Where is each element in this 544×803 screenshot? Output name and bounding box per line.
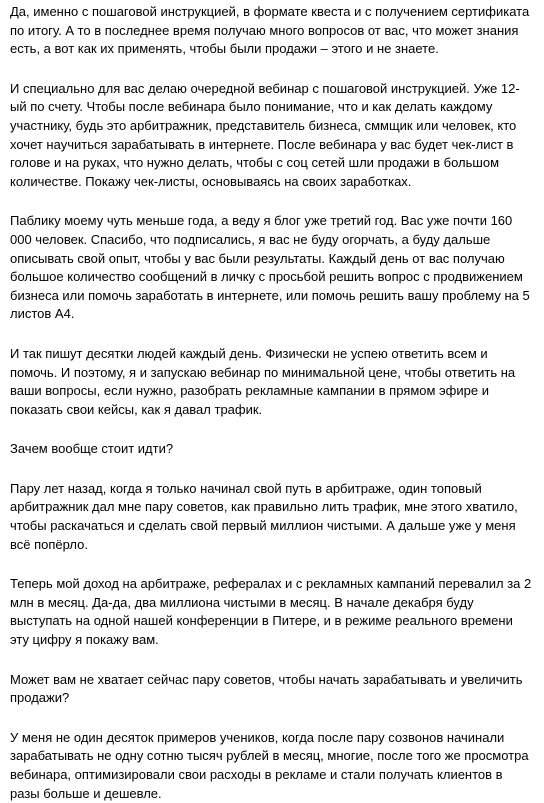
paragraph-blog: Паблику моему чуть меньше года, а веду я блог уже третий год. Вас уже почти 160 000 человек. Спасибо, что подписались, я вас не буду огорчать, а буду дальше описывать свой опыт, чтобы у вас были результаты. Каждый день от вас получаю большое количество сообщений в личку с просьбой решить вопрос с продвижением бизнеса или помочь заработать в интернете, или помочь решить вашу проблему на 5 листов А4. <box>10 213 530 322</box>
paragraph-students: У меня не один десяток примеров учеников, когда после пару созвонов начинали зарабатывать не одну сотню тысяч рублей в месяц, многие, после того же просмотра вебинара, оптимизировали свои расходы в рекламе и стали получать клиентов в разы больше и дешевле. <box>10 729 529 801</box>
paragraph-history: Пару лет назад, когда я только начинал свой путь в арбитраже, один топовый арбитражник дал мне пару советов, как правильно лить трафик, мне этого хватило, чтобы раскачаться и сделать свой первый миллион чистыми. А дальше уже у меня всё попёрло. <box>10 480 518 552</box>
paragraph-messages: И так пишут десятки людей каждый день. Физически не успею ответить всем и помочь. И поэтому, я и запускаю вебинар по минимальной цене, чтобы ответить на ваши вопросы, если нужно, разобрать рекламные кампании в прямом эфире и показать свои кейсы, как я давал трафик. <box>10 345 516 417</box>
paragraph-why-attend: Зачем вообще стоит идти? <box>10 441 174 457</box>
paragraph-income: Теперь мой доход на арбитраже, рефералах и с рекламных кампаний перевалил за 2 млн в месяц. Да-да, два миллиона чистыми в месяц. В начале декабря буду выступать на одной нашей конференции в Питере, и в режиме реального времени эту цифру я покажу вам. <box>10 576 532 648</box>
paragraph-question: Может вам не хватает сейчас пару советов, чтобы начать зарабатывать и увеличить продажи? <box>10 671 523 706</box>
paragraph-certificate: Да, именно с пошаговой инструкцией, в формате квеста и с получением сертификата по итогу. А то в последнее время получаю много вопросов от вас, что может знания есть, а вот как их применять, чтобы были продажи – этого и не знаете. <box>10 4 530 57</box>
paragraph-webinar: И специально для вас делаю очередной вебинар с пошаговой инструкцией. Уже 12-ый по счету. Чтобы после вебинара было понимание, что и как делать каждому участнику, будь это арбитражник, представитель бизнеса, сммщик или человек, кто хочет научиться зарабатывать в интернете. После вебинара у вас будет чек-лист в голове и на руках, что нужно делать, чтобы с соц сетей шли продажи в большом количестве. Покажу чек-листы, основываясь на своих заработках. <box>10 80 520 189</box>
